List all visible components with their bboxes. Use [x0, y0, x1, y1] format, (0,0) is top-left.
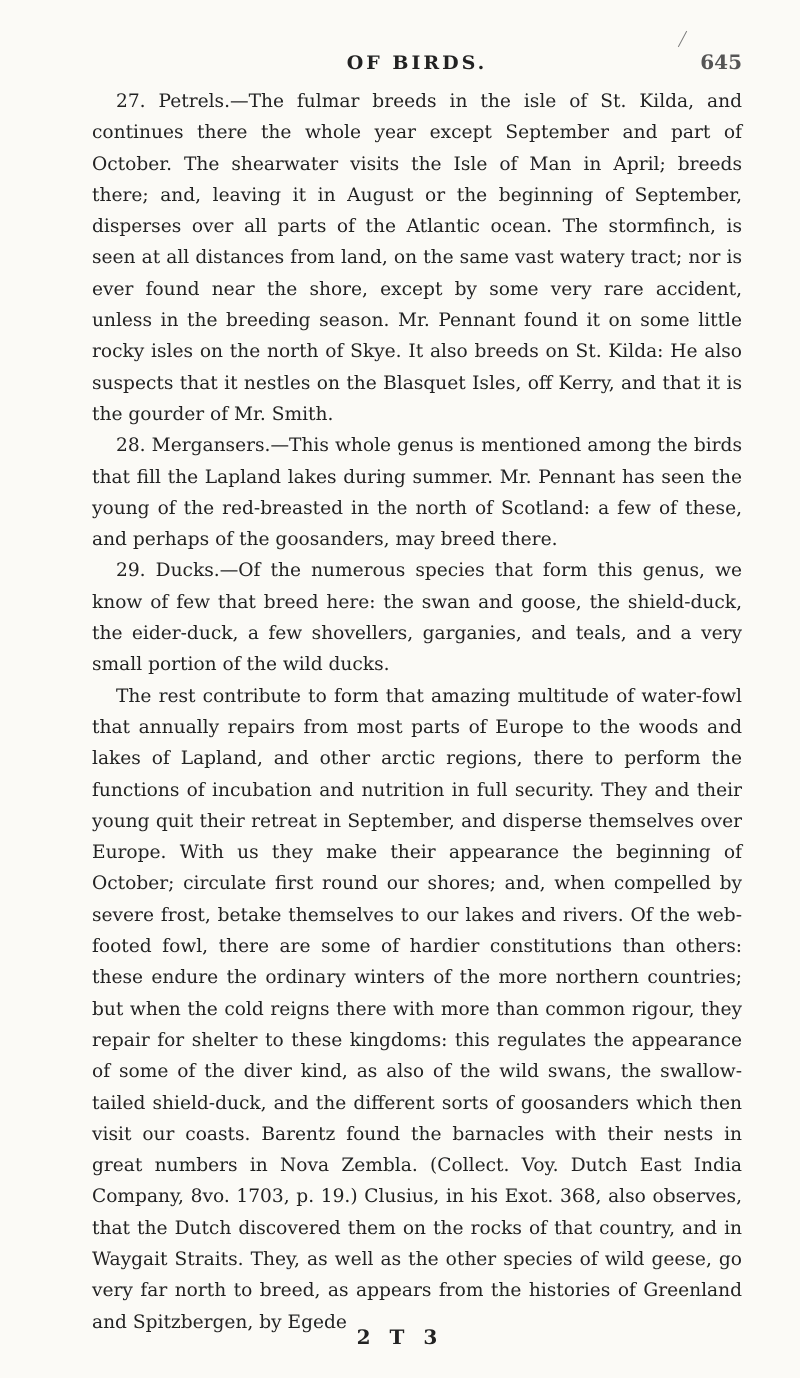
paragraph-mergansers: 28. Mergansers.—This whole genus is mentioned among the birds that fill the Lapland lakes during summer. Mr. Pennant has seen the young of the red-breasted in the north of Scotland: a few of these, and perhaps of the goosanders, may breed there.: [92, 435, 742, 551]
running-head: [92, 42, 742, 80]
signature-mark: 2 T 3: [356, 1325, 444, 1349]
page-number: 645: [700, 50, 742, 74]
body-text: [92, 86, 742, 1338]
paragraph-migration: The rest contribute to form that amazing multitude of water-fowl that annually repairs from most parts of Europe to the woods and lakes of Lapland, and other arctic regions, there to perform the functions of incubation and nutrition in full security. They and their young quit their retreat in September, and disperse themselves over Europe. With us they make their appearance the beginning of October; circulate first round our shores; and, when compelled by severe frost, betake themselves to our lakes and rivers. Of the web-footed fowl, there are some of hardier constitutions than others: these endure the ordinary winters of the more northern countries; but when the cold reigns there with more than common rigour, they repair for shelter to these kingdoms: this regulates the appearance of some of the diver kind, as also of the wild swans, the swallow-tailed shield-duck, and the different sorts of goosanders which then visit our coasts. Barentz found the barnacles with their nests in great numbers in Nova Zembla. (Collect. Voy. Dutch East India Company, 8vo. 1703, p. 19.) Clusius, in his Exot. 368, also observes, that the Dutch discovered them on the rocks of that country, and in Waygait Straits. They, as well as the other species of wild geese, go very far north to breed, as appears from the histories of Greenland and Spitzbergen, by Egede: [92, 685, 742, 1333]
paragraph-petrels: 27. Petrels.—The fulmar breeds in the isle of St. Kilda, and continues there the whole year except September and part of October. The shearwater visits the Isle of Man in April; breeds there; and, leaving it in August or the beginning of September, disperses over all parts of the Atlantic ocean. The stormfinch, is seen at all distances from land, on the same vast watery tract; nor is ever found near the shore, except by some very rare accident, unless in the breeding season. Mr. Pennant found it on some little rocky isles on the north of Skye. It also breeds on St. Kilda: He also suspects that it nestles on the Blasquet Isles, off Kerry, and that it is the gourder of Mr. Smith.: [92, 91, 742, 425]
paragraph-ducks: 29. Ducks.—Of the numerous species that form this genus, we know of few that breed here: the swan and goose, the shield-duck, the eider-duck, a few shovellers, garganies, and teals, and a very small portion of the wild ducks.: [92, 560, 742, 676]
stray-mark: [678, 31, 687, 47]
running-title: OF BIRDS.: [346, 52, 488, 74]
